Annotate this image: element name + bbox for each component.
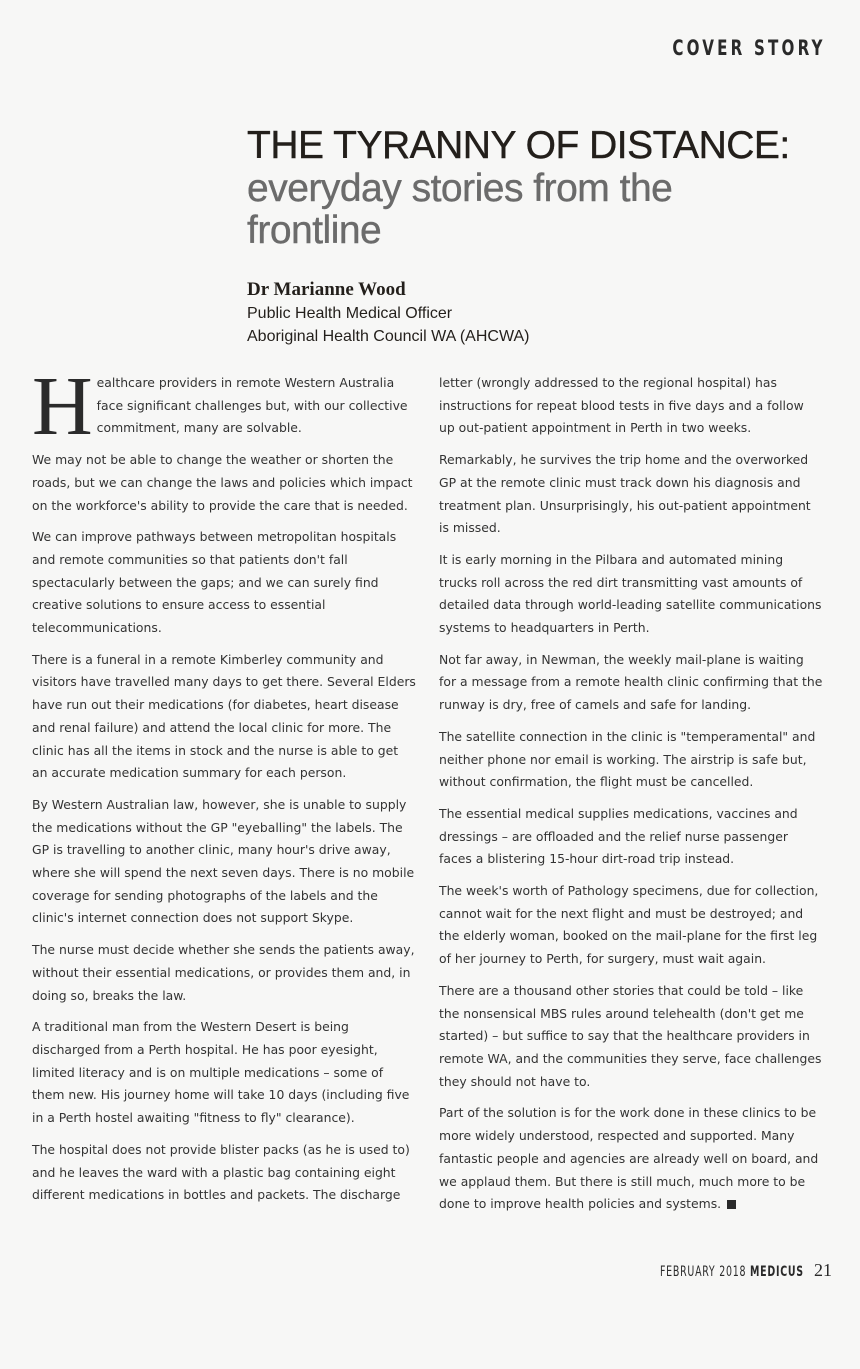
page-footer — [612, 1260, 832, 1281]
paragraph: By Western Australian law, however, she is unable to supply the medications without the GP "eyeballing" the labels. The GP is travelling to another clinic, many hour's drive away, where she will spend the next seven days. There is no mobile coverage for sending photographs of the labels and the clinic's internet connection does not support Skype. — [32, 796, 415, 926]
paragraph: We may not be able to change the weather or shorten the roads, but we can change the laws and policies which impact on the workforce's ability to provide the care that is needed. — [32, 452, 413, 513]
drop-cap: H — [32, 360, 93, 453]
author-name: Dr Marianne Wood — [247, 279, 406, 300]
paragraph: A traditional man from the Western Desert is being discharged from a Perth hospital. He has poor eyesight, limited literacy and is on multiple medications – some of them new. His journey home will take 10 days (including five in a Perth hostel awaiting "fitness to fly" clearance). — [32, 1019, 410, 1126]
byline — [247, 278, 529, 348]
paragraph: The hospital does not provide blister packs (as he is used to) and he leaves the ward with a plastic bag containing eight different medications in bottles and packets. The discharge — [32, 1141, 410, 1203]
article-column-left — [32, 360, 416, 1216]
paragraph: The nurse must decide whether she sends the patients away, without their essential medications, or provides them and, in doing so, breaks the law. — [32, 942, 415, 1003]
paragraph: The essential medical supplies medications, vaccines and dressings – are offloaded and the relief nurse passenger faces a blistering 15-hour dirt-road trip instead. — [439, 805, 798, 867]
final-paragraph — [439, 1102, 823, 1216]
title-sub-line2: frontline — [247, 209, 382, 252]
paragraph: It is early morning in the Pilbara and automated mining trucks roll across the red dirt transmitting vast amounts of detailed data through world-leading satellite communications systems to headquarters in Perth. — [439, 551, 822, 636]
paragraph-text: Part of the solution is for the work done in these clinics to be more widely understood, respected and supported. Many fantastic people and agencies are already well on board, and we applaud them. But there is still much, much more to be done to improve health policies and systems. — [439, 1105, 819, 1212]
article-column-right — [439, 372, 823, 1225]
paragraph: We can improve pathways between metropolitan hospitals and remote communities so that patients don't fall spectacularly between the gaps; and we can surely find creative solutions to ensure access to essential telecommunications. — [32, 529, 397, 636]
title-main: THE TYRANNY OF DISTANCE: — [247, 124, 790, 167]
headline — [247, 124, 827, 252]
paragraph: There are a thousand other stories that could be told – like the nonsensical MBS rules around telehealth (don't get me started) – but suffice to say that the healthcare providers in remote WA, and the communities they serve, face challenges they should not have to. — [439, 982, 822, 1089]
paragraph: The satellite connection in the clinic is "temperamental" and neither phone nor email is working. The airstrip is safe but, without confirmation, the flight must be cancelled. — [439, 728, 816, 790]
title-sub-line1: everyday stories from the — [247, 167, 673, 210]
paragraph: Remarkably, he survives the trip home and the overworked GP at the remote clinic must track down his diagnosis and treatment plan. Unsurprisingly, his out-patient appointment is missed. — [439, 452, 811, 536]
footer-date — [660, 1264, 804, 1280]
footer-date-text: FEBRUARY 2018 — [660, 1264, 747, 1280]
paragraph: Not far away, in Newman, the weekly mail-plane is waiting for a message from a remote health clinic confirming that the runway is dry, free of camels and safe for landing. — [439, 651, 823, 713]
end-mark-icon — [727, 1200, 736, 1209]
paragraph: letter (wrongly addressed to the regional hospital) has instructions for repeat blood tests in five days and a follow up out-patient appointment in Perth in two weeks. — [439, 375, 804, 436]
paragraph: There is a funeral in a remote Kimberley community and visitors have travelled many days to get there. Several Elders have run out their medications (for diabetes, heart disease and renal failure) and attend the local clinic for more. The clinic has all the items in stock and the nurse is able to get an accurate medication summary for each person. — [32, 651, 416, 781]
opening-paragraph — [32, 360, 416, 453]
paragraph: The week's worth of Pathology specimens, due for collection, cannot wait for the next flight and must be destroyed; and the elderly woman, booked on the mail-plane for the first leg of her journey to Perth, for surgery, must wait again. — [439, 883, 819, 967]
section-label: COVER STORY — [672, 36, 826, 60]
footer-magazine: MEDICUS — [750, 1264, 804, 1280]
paragraph: ealthcare providers in remote Western Australia face significant challenges but, with our collective commitment, many are solvable. — [96, 375, 408, 436]
author-role: Public Health Medical Officer — [247, 305, 453, 322]
page-number: 21 — [814, 1260, 832, 1280]
author-org: Aboriginal Health Council WA (AHCWA) — [247, 328, 530, 345]
